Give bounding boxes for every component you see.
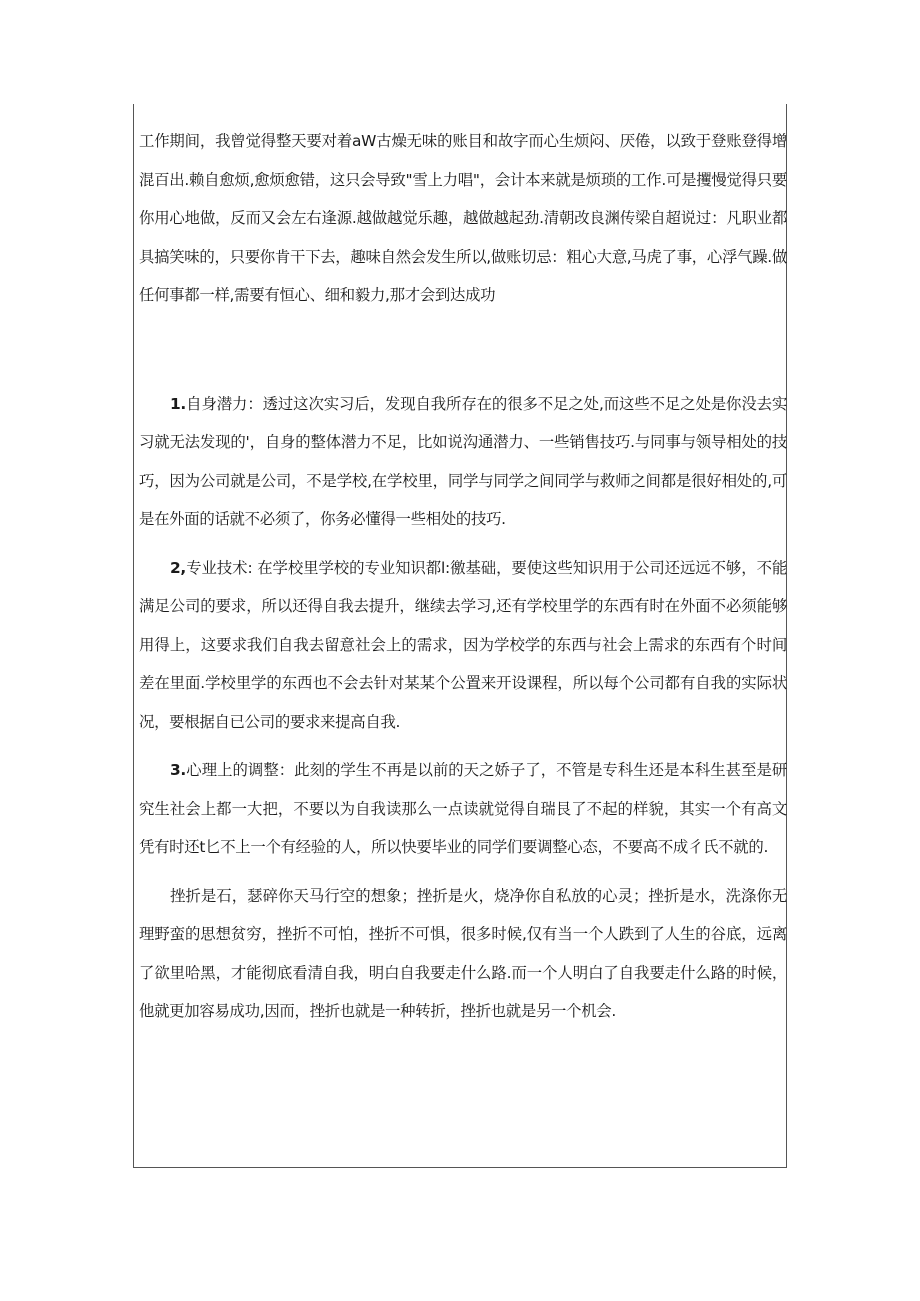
section-paragraph-2: [139, 549, 787, 742]
section-paragraph-3: [139, 751, 787, 867]
document-body: [139, 122, 787, 1031]
section-paragraph-1: [139, 385, 787, 539]
section-number-2: 2,: [170, 558, 186, 577]
section-spacer: [139, 315, 787, 385]
section-text-3: 心理上的调整：此刻的学生不再是以前的天之娇子了，不管是专科生还是本科生甚至是研究生社会上都一大把，不要以为自我读那么一点读就觉得自瑞艮了不起的样貌，其实一个有高文凭有时还t匕不上一个有经验的人，所以快要毕业的同学们要调整心态，不要高不成彳氏不就的.: [139, 761, 787, 856]
section-text-2: 专业技术: 在学校里学校的专业知识都l:徼基础，要使这些知识用于公司还远远不够，不能满足公司的要求，所以还得自我去提升，继续去学习,还有学校里学的东西有时在外面不必须能够用得上，这要求我们自我去留意社会上的需求，因为学校学的东西与社会上需求的东西有个时间差在里面.学校里学的东西也不会去针对某某个公置来开设课程，所以每个公司都有自我的实际状况，要根据自已公司的要求来提高自我.: [139, 558, 787, 731]
section-number-1: 1.: [170, 394, 186, 413]
closing-paragraph: 挫折是石，瑟碎你天马行空的想象；挫折是火，烧净你自私放的心灵；挫折是水，洗涤你无理野蛮的思想贫穷，挫折不可怕，挫折不可惧，很多时候,仅有当一个人跌到了人生的谷底，远离了欲里哈黑，才能彻底看清自我，明白自我要走什么路.而一个人明白了自我要走什么路的时候，他就更加容易成功,因而，挫折也就是一种转折，挫折也就是另一个机会.: [139, 886, 787, 1020]
intro-paragraph: 工作期间，我曾觉得整天要对着aW古燥无味的账目和故字而心生烦闷、厌倦，以致于登账登得增混百出.赖自愈烦,愈烦愈错，这只会导致"雪上力唱"，会计本来就是烦琐的工作.可是攫慢觉得只要你用心地做，反而又会左右逢源.越做越觉乐趣，越做越起劲.清朝改良渊传梁自超说过：凡职业都具搞笑味的，只要你肯干下去，趣味自然会发生所以,做账切忌：粗心大意,马虎了事，心浮气躁.做任何事都一样,需要有恒心、细和毅力,那才会到达成功: [139, 132, 787, 304]
section-number-3: 3.: [170, 761, 186, 779]
section-text-1: 自身潜力：透过这次实习后，发现自我所存在的很多不足之处,而这些不足之处是你没去实习就无法发现的'，自身的整体潜力不足，比如说沟通潜力、一些销售技巧.与同事与领导相处的技巧，因为公司就是公司，不是学校,在学校里，同学与同学之间同学与救师之间都是很好相处的,可是在外面的话就不必须了，你务必懂得一些相处的技巧.: [139, 394, 787, 528]
